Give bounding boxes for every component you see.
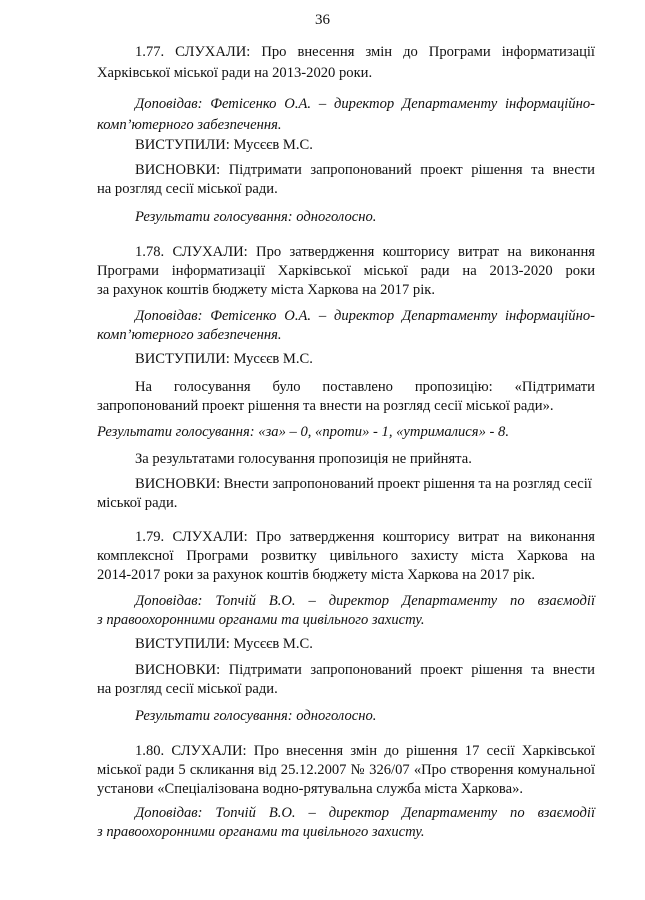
text-line: ВИСНОВКИ: Внести запропонований проект рішення та на розгляд сесії [135,476,592,492]
text-line: Доповідав: Топчій В.О. – директор Департаменту по взаємодії [135,593,595,609]
text-line: комплексної Програми розвитку цивільного захисту міста Харкова на [97,548,595,564]
text-line: За результатами голосування пропозиція не прийнята. [135,451,472,467]
text-line: ВИСНОВКИ: Підтримати запропонований проект рішення та внести [135,662,595,678]
text-line: 2014-2017 роки за рахунок коштів бюджету міста Харкова на 2017 рік. [97,567,536,583]
text-line: комп’ютерного забезпечення. [97,327,282,343]
text-line: на розгляд сесії міської ради. [97,681,278,697]
text-line: ВИСТУПИЛИ: Мусєєв М.С. [135,137,313,153]
text-line: з правоохоронними органами та цивільного захисту. [97,612,425,628]
text-line: установи «Спеціалізована водно-рятувальна служба міста Харкова». [97,781,524,797]
text-line: На голосування було поставлено пропозицію: «Підтримати [135,379,595,395]
text-line: за рахунок коштів бюджету міста Харкова на 2017 рік. [97,282,436,298]
text-line: 1.80. СЛУХАЛИ: Про внесення змін до рішення 17 сесії Харківської [135,743,595,759]
text-line: Доповідав: Топчій В.О. – директор Департаменту по взаємодії [135,805,595,821]
text-line: Результати голосування: одноголосно. [135,708,377,724]
text-line: Доповідав: Фетісенко О.А. – директор Департаменту інформаційно- [135,308,595,324]
text-line: ВИСНОВКИ: Підтримати запропонований проект рішення та внести [135,162,595,178]
text-line: ВИСТУПИЛИ: Мусєєв М.С. [135,351,313,367]
text-line: 1.79. СЛУХАЛИ: Про затвердження кошторису витрат на виконання [135,529,595,545]
page-number: 36 [315,12,330,28]
text-line: 1.77. СЛУХАЛИ: Про внесення змін до Програми інформатизації [135,44,595,60]
text-line: Програми інформатизації Харківської міської ради на 2013-2020 роки [97,263,595,279]
text-line: Доповідав: Фетісенко О.А. – директор Департаменту інформаційно- [135,96,595,112]
text-line: Харківської міської ради на 2013-2020 роки. [97,65,373,81]
text-line: на розгляд сесії міської ради. [97,181,278,197]
text-line: міської ради 5 скликання від 25.12.2007 № 326/07 «Про створення комунальної [97,762,595,778]
text-line: запропонований проект рішення та внести на розгляд сесії міської ради». [97,398,554,414]
text-line: міської ради. [97,495,178,511]
text-line: Результати голосування: одноголосно. [135,209,377,225]
text-line: 1.78. СЛУХАЛИ: Про затвердження кошторису витрат на виконання [135,244,595,260]
text-line: ВИСТУПИЛИ: Мусєєв М.С. [135,636,313,652]
text-line: з правоохоронними органами та цивільного захисту. [97,824,425,840]
text-line: Результати голосування: «за» – 0, «проти» - 1, «утрималися» - 8. [97,424,509,440]
text-line: комп’ютерного забезпечення. [97,117,282,133]
